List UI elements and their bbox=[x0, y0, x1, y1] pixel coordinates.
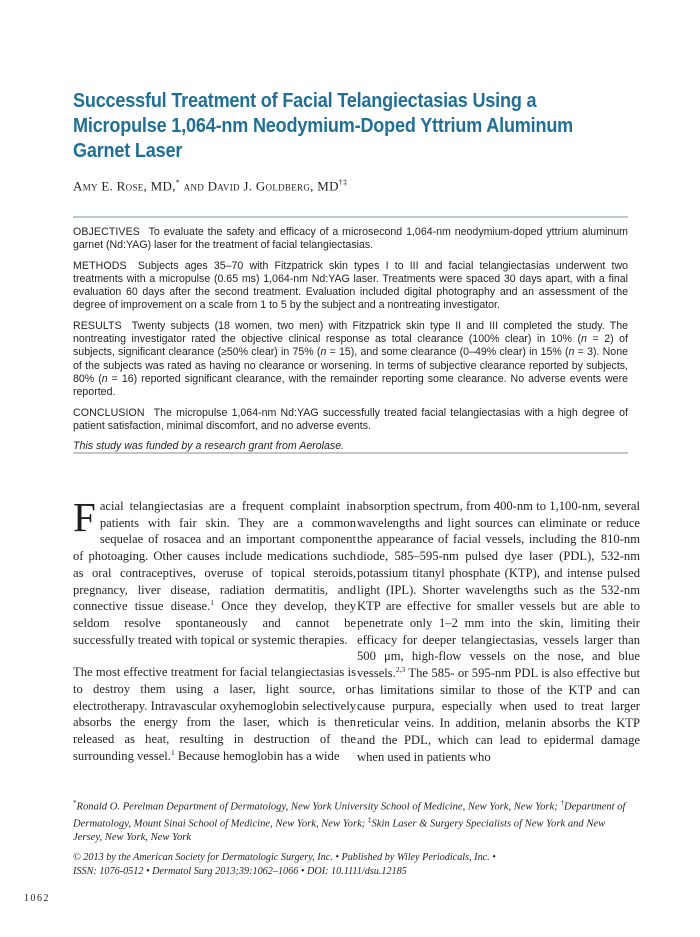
section-label: CONCLUSION bbox=[73, 406, 145, 419]
text-run: The 585- or 595-nm PDL is also effective but has limitations similar to those of the KTP and can cause purpura, especially when used to treat larger reticular veins. In addition, melanin absorbs the KTP and the PDL, which can lead to epidermal damage when used in patients who bbox=[357, 666, 640, 764]
author-affiliations bbox=[73, 797, 633, 845]
affiliation-text: Ronald O. Perelman Department of Dermatology, New York University School of Medicine, New York, New York; bbox=[76, 801, 561, 813]
abstract-top-divider bbox=[73, 216, 628, 218]
citation-line: ISSN: 1076-0512 • Dermatol Surg 2013;39:1062–1066 • DOI: 10.1111/dsu.12185 bbox=[73, 865, 407, 877]
title-line-2: Micropulse 1,064-nm Neodymium-Doped Yttrium Aluminum bbox=[73, 114, 574, 137]
funding-statement: This study was funded by a research grant from Aerolase. bbox=[73, 440, 345, 453]
author-conjunction: and bbox=[183, 178, 205, 194]
variable-n: n bbox=[581, 333, 587, 346]
drop-cap: F bbox=[73, 494, 96, 540]
abstract-bottom-divider bbox=[73, 452, 628, 454]
text-run: Twenty subjects (18 women, two men) with Fitzpatrick skin type II and III completed the study. The nontreating investigator rated the objective clinical response as total clearance (100% clear) in 10% ( bbox=[73, 319, 628, 346]
section-text: The micropulse 1,064-nm Nd:YAG successfully treated facial telangiectasias with a high degree of patient satisfaction, minimal discomfort, and no adverse events. bbox=[73, 406, 628, 432]
body-paragraph bbox=[73, 664, 356, 764]
abstract-methods bbox=[73, 260, 628, 313]
abstract-results bbox=[73, 320, 628, 400]
affiliation-mark: ‡ bbox=[367, 816, 372, 825]
page-number: 1062 bbox=[24, 893, 50, 904]
text-run: Because hemoglobin has a wide bbox=[174, 748, 340, 763]
author-list bbox=[73, 178, 347, 194]
variable-n: n bbox=[568, 346, 575, 359]
section-text bbox=[73, 320, 628, 398]
text-run: Once they develop, they seldom resolve spontaneously and cannot be successfully treated with topical or systemic therapies. bbox=[73, 599, 356, 647]
copyright-notice bbox=[73, 851, 633, 878]
text-run: = 15), and some clearance (0–49% clear) in 15% ( bbox=[326, 346, 569, 359]
affiliation-mark: * bbox=[73, 799, 77, 807]
text-run: = 16) reported significant clearance, with the remainder reporting some clearance. No adverse events were reported. bbox=[73, 372, 628, 399]
citation-ref[interactable]: 2,3 bbox=[395, 664, 406, 674]
title-line-1: Successful Treatment of Facial Telangiectasias Using a bbox=[73, 89, 537, 112]
section-label: RESULTS bbox=[73, 319, 122, 332]
body-column-right bbox=[357, 498, 640, 781]
section-label: OBJECTIVES bbox=[73, 226, 140, 238]
section-text: Subjects ages 35–70 with Fitzpatrick skin types I to III and facial telangiectasias underwent two treatments with a micropulse (0.65 ms) 1,064-nm Nd:YAG laser. Treatments were spaced 30 days apart, with a final evaluation 60 days after the second treatment. Evaluation included digital photography and an assessment of the degree of improvement on a scale from 1 to 5 by the subject and a nontreating investigator. bbox=[73, 259, 628, 312]
article-title bbox=[73, 88, 636, 163]
abstract-objectives bbox=[73, 226, 628, 253]
body-column-left bbox=[73, 494, 356, 781]
abstract-conclusion bbox=[73, 407, 628, 434]
affiliation-mark: † bbox=[560, 799, 564, 807]
author-affiliation-mark: * bbox=[175, 178, 181, 187]
author-affiliation-mark: †‡ bbox=[338, 178, 348, 187]
variable-n: n bbox=[320, 346, 327, 359]
text-run: The most effective treatment for facial telangiectasias is to destroy them using a laser, light source, or electrotherapy. Intravascular oxyhemoglobin selectively absorbs the energy from the laser, which is then released as heat, resulting in destruction of the surrounding vessel. bbox=[73, 665, 356, 763]
body-paragraph bbox=[357, 498, 640, 765]
text-run: absorption spectrum, from 400-nm to 1,100-nm, several wavelengths and light sources can eliminate or reduce the appearance of facial vessels, including the 810-nm diode, 585–595-nm pulsed dye laser (PDL), 532-nm potassium titanyl phosphate (KTP), and intense pulsed light (IPL). Shorter wavelengths such as the 532-nm KTP are effective for smaller vessels but are able to penetrate only 1–2 mm into the skin, limiting their efficacy for deeper telangiectasias, vessels larger than 500 μm, high-flow vessels on the nose, and blue vessels. bbox=[357, 499, 640, 681]
citation-ref[interactable]: 1 bbox=[170, 747, 175, 757]
author-name: Amy E. Rose, MD, bbox=[73, 178, 176, 194]
citation-ref[interactable]: 1 bbox=[210, 598, 215, 608]
variable-n: n bbox=[101, 372, 108, 385]
affiliation-text: Department of Dermatology, Mount Sinai School of Medicine, New York, New York; bbox=[73, 801, 626, 830]
text-run: = 3). None of the subjects was rated as having no clearance or worsening. In terms of subjective clearance reported by subjects, 80% ( bbox=[73, 346, 628, 385]
text-run: = 2) of subjects, significant clearance (≥50% clear) in 75% ( bbox=[73, 333, 628, 359]
section-label: METHODS bbox=[73, 259, 127, 272]
abstract bbox=[73, 226, 628, 460]
body-paragraph bbox=[73, 494, 356, 648]
title-line-3: Garnet Laser bbox=[73, 139, 183, 162]
text-run: acial telangiectasias are a frequent complaint in patients with fair skin. They are a common sequelae of rosacea and an important component of photoaging. Other causes include medications such as oral contraceptives, overuse of topical steroids, pregnancy, liver disease, radiation dermatitis, and connective tissue disease. bbox=[73, 499, 356, 614]
author-name: David J. Goldberg, MD bbox=[207, 178, 339, 194]
affiliation-text: Skin Laser & Surgery Specialists of New York and New Jersey, New York, New York bbox=[73, 818, 606, 844]
section-text: To evaluate the safety and efficacy of a microsecond 1,064-nm neodymium-doped yttrium aluminum garnet (Nd:YAG) laser for the treatment of facial telangiectasias. bbox=[73, 226, 628, 252]
copyright-line: © 2013 by the American Society for Dermatologic Surgery, Inc. • Published by Wiley Periodicals, Inc. • bbox=[73, 852, 496, 863]
